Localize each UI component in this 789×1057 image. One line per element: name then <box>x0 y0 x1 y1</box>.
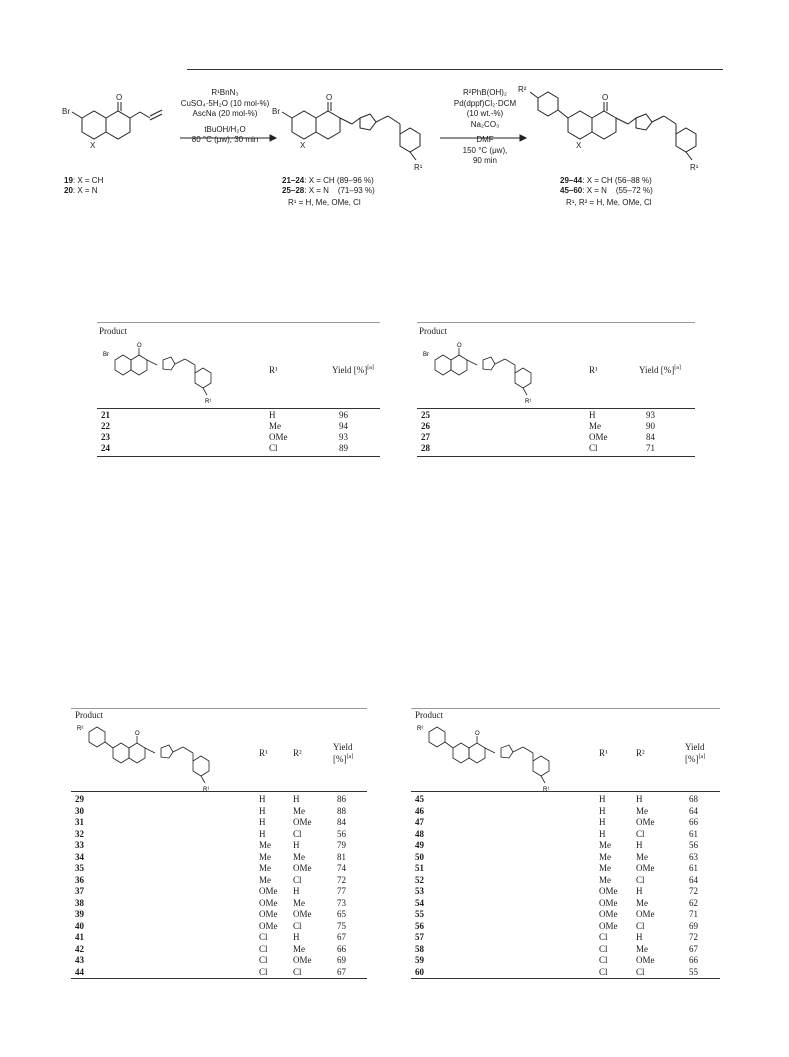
r2-value: H <box>636 886 643 896</box>
r2-value: Cl <box>293 828 302 839</box>
r2-value: Me <box>293 897 305 908</box>
compound-id: 35 <box>75 863 84 873</box>
yield-value: 79 <box>337 840 346 850</box>
compound-id: 29 <box>75 794 84 804</box>
step2-solvent: DMF <box>476 135 494 144</box>
compound-id: 40 <box>75 920 84 931</box>
intermediate-substituents: R¹ = H, Me, OMe, Cl <box>288 198 361 207</box>
yield-value: 75 <box>337 920 346 931</box>
x-label-3: X <box>576 141 582 150</box>
r2-value: OMe <box>293 955 312 965</box>
yield-value: 72 <box>337 874 346 885</box>
final-product-structure <box>530 92 696 160</box>
compound-19: 19 <box>64 176 73 185</box>
table3-yield-unit: [%] <box>333 754 347 764</box>
table-row <box>97 410 380 421</box>
yield-value: 64 <box>689 874 698 885</box>
table-row <box>71 806 367 817</box>
table-row <box>411 863 720 874</box>
table1-structure <box>101 338 251 408</box>
yield-value: 84 <box>337 817 346 827</box>
table-row <box>411 932 720 943</box>
table4-o-label: O <box>475 731 480 737</box>
compound-id: 43 <box>75 955 84 965</box>
yield-value: 61 <box>689 863 698 873</box>
step1-solvent: tBuOH/H₂O <box>204 124 246 134</box>
r2-value: OMe <box>293 909 312 919</box>
r1-value: Cl <box>259 943 268 954</box>
table4-r2-header: R² <box>636 748 645 758</box>
compound-id: 33 <box>75 840 84 850</box>
range-45-60: 45–60 <box>560 186 583 195</box>
step1-conditions <box>170 88 280 146</box>
compound-id: 45 <box>415 794 424 804</box>
r1-value: Me <box>599 874 611 885</box>
yield-value: 88 <box>337 805 346 816</box>
compound-id: 52 <box>415 874 424 885</box>
table-row <box>71 921 367 932</box>
yield-value: 93 <box>646 410 655 420</box>
table-row <box>97 443 380 454</box>
compound-id: 53 <box>415 886 424 896</box>
table-row <box>411 944 720 955</box>
table1-product-header: Product <box>99 326 127 336</box>
table2-br-label: Br <box>423 352 429 358</box>
compound-id: 26 <box>421 421 430 431</box>
compound-id: 37 <box>75 886 84 896</box>
r2-value: Me <box>293 805 305 816</box>
r1-value: H <box>259 794 266 804</box>
table-row <box>411 794 720 805</box>
starting-material-structure <box>72 102 162 139</box>
compound-id: 59 <box>415 955 424 965</box>
table-row <box>417 410 695 421</box>
table-row <box>411 921 720 932</box>
table2-structure <box>421 338 571 408</box>
compound-id: 41 <box>75 932 84 942</box>
compound-id: 23 <box>101 432 110 442</box>
r2-value: OMe <box>293 817 312 827</box>
r1-value: Me <box>599 840 611 850</box>
yield-value: 84 <box>646 432 655 442</box>
yield-value: 94 <box>339 421 348 431</box>
compound-id: 42 <box>75 943 84 954</box>
r2-value: OMe <box>636 909 655 919</box>
r1-value: OMe <box>259 920 278 931</box>
step1-reagent-azide: R¹BnN₃ <box>211 88 239 97</box>
r2-value: H <box>293 840 300 850</box>
yield-value: 71 <box>646 443 655 453</box>
compound-id: 34 <box>75 851 84 862</box>
compound-id: 48 <box>415 828 424 839</box>
r1-value: Me <box>599 863 611 873</box>
r2-value: H <box>293 794 300 804</box>
step1-temperature: 80 °C (μw), 30 min <box>191 135 259 144</box>
r1-value: Me <box>259 840 271 850</box>
r2-value: OMe <box>636 863 655 873</box>
o-label-2: O <box>326 93 333 102</box>
yield-value: 65 <box>337 909 346 919</box>
r2-value: Me <box>293 851 305 862</box>
table4-r2-label: R² <box>417 726 424 732</box>
r1-value: Me <box>259 851 271 862</box>
yield-value: 67 <box>689 943 698 954</box>
r1-value: OMe <box>259 897 278 908</box>
table-row <box>411 875 720 886</box>
table4-yield-note: [a] <box>698 754 706 760</box>
yield-value: 63 <box>689 851 698 862</box>
r1-value: OMe <box>259 886 278 896</box>
o-label-1: O <box>116 93 123 102</box>
table-row <box>71 909 367 920</box>
compound-id: 60 <box>415 966 424 977</box>
table-row <box>411 898 720 909</box>
table4-r1-label: R¹ <box>543 787 550 793</box>
table3-r1-header: R¹ <box>259 748 268 758</box>
table-row <box>97 421 380 432</box>
table-row <box>97 432 380 443</box>
table-row <box>411 806 720 817</box>
r2-value: Cl <box>636 828 645 839</box>
r1-value: OMe <box>269 432 288 442</box>
r1-value: Cl <box>259 966 268 977</box>
table1-r1-label: R¹ <box>205 399 212 405</box>
r2-value: H <box>636 840 643 850</box>
yield-value: 96 <box>339 410 348 420</box>
table3-r1-label: R¹ <box>203 787 210 793</box>
intermediate-labels <box>282 176 375 208</box>
table-row <box>417 421 695 432</box>
range-21-24: 21–24 <box>282 176 305 185</box>
r1-value: OMe <box>589 432 608 442</box>
yield-value: 89 <box>339 443 348 453</box>
r1-value: Cl <box>589 443 598 453</box>
yield-value: 55 <box>689 966 698 977</box>
r1-value: H <box>599 805 606 816</box>
compound-id: 55 <box>415 909 424 919</box>
step2-temperature: 150 °C (μw), <box>462 145 508 155</box>
r1-value: OMe <box>599 886 618 896</box>
r2-value: Cl <box>293 874 302 885</box>
r1-value: H <box>599 828 606 839</box>
starting-material-labels <box>64 176 103 196</box>
step2-conditions <box>430 88 540 167</box>
compound-id: 22 <box>101 421 110 431</box>
table-row <box>411 852 720 863</box>
r1-value: Me <box>599 851 611 862</box>
table-quinazolinone-triazoles <box>97 320 380 460</box>
table-row <box>71 955 367 966</box>
table4-r1-header: R¹ <box>599 748 608 758</box>
table3-o-label: O <box>135 731 140 737</box>
step2-reagent-loading: (10 wt.-%) <box>466 109 504 118</box>
r1-value: H <box>259 805 266 816</box>
range-45-60-text: : X = N (55–72 %) <box>582 186 653 195</box>
table-row <box>411 840 720 851</box>
r2-value: H <box>636 932 643 942</box>
compound-id: 46 <box>415 805 424 816</box>
br-label-1: Br <box>62 107 70 116</box>
compound-id: 44 <box>75 966 84 977</box>
table3-r2-label: R² <box>77 726 84 732</box>
table-row <box>71 886 367 897</box>
table-row <box>71 875 367 886</box>
yield-value: 77 <box>337 886 346 896</box>
compound-id: 27 <box>421 432 430 442</box>
table2-yield-header: Yield [%] <box>639 365 675 375</box>
table3-product-header: Product <box>75 710 103 720</box>
compound-id: 25 <box>421 410 430 420</box>
r1-value: OMe <box>259 909 278 919</box>
table-row <box>71 852 367 863</box>
table-row <box>71 817 367 828</box>
compound-id: 58 <box>415 943 424 954</box>
table4-structure <box>415 720 585 794</box>
table-row <box>71 967 367 978</box>
r1-value: Cl <box>259 932 268 942</box>
table-biaryl-quinazolinones <box>71 706 367 982</box>
step2-reagent-base: Na₂CO₃ <box>470 119 500 129</box>
table4-yield-header: Yield <box>685 742 705 752</box>
r2-value: OMe <box>636 955 655 965</box>
step2-reagent-boronic: R²PhB(OH)₂ <box>463 88 507 97</box>
table-row <box>71 863 367 874</box>
table-row <box>71 898 367 909</box>
r1-value: H <box>269 410 276 420</box>
table-row <box>71 932 367 943</box>
r2-value: Me <box>636 851 648 862</box>
yield-value: 66 <box>689 817 698 827</box>
table2-o-label: O <box>457 343 462 349</box>
yield-value: 81 <box>337 851 346 862</box>
range-25-28: 25–28 <box>282 186 305 195</box>
step2-time: 90 min <box>472 156 497 165</box>
r1-label-2: R¹ <box>414 163 423 172</box>
yield-value: 56 <box>337 828 346 839</box>
compound-id: 56 <box>415 920 424 931</box>
table-biaryl-pyridopyrimidinones <box>411 706 720 982</box>
r1-value: H <box>599 794 606 804</box>
table1-r1-header: R¹ <box>269 365 278 375</box>
compound-id: 28 <box>421 443 430 453</box>
table2-r1-header: R¹ <box>589 365 598 375</box>
yield-value: 68 <box>689 794 698 804</box>
table3-yield-note: [a] <box>346 754 354 760</box>
compound-id: 49 <box>415 840 424 850</box>
compound-id: 36 <box>75 874 84 885</box>
table3-r2-header: R² <box>293 748 302 758</box>
compound-id: 57 <box>415 932 424 942</box>
r1-value: Me <box>589 421 601 431</box>
table-row <box>417 443 695 454</box>
r1-value: Cl <box>269 443 278 453</box>
table-row <box>411 909 720 920</box>
yield-value: 73 <box>337 897 346 908</box>
compound-id: 50 <box>415 851 424 862</box>
r1-value: OMe <box>599 909 618 919</box>
table-row <box>71 840 367 851</box>
r2-value: H <box>293 886 300 896</box>
compound-20-x: : X = N <box>72 186 98 195</box>
x-label-2: X <box>300 141 306 150</box>
yield-value: 64 <box>689 805 698 816</box>
table-row <box>417 432 695 443</box>
r1-value: Cl <box>599 955 608 965</box>
table-row <box>71 944 367 955</box>
table1-yield-note: [a] <box>367 365 374 371</box>
r1-value: Me <box>259 874 271 885</box>
table-row <box>411 967 720 978</box>
table4-product-header: Product <box>415 710 443 720</box>
r1-value: OMe <box>599 897 618 908</box>
step1-reagent-ascorbate: AscNa (20 mol-%) <box>192 109 258 118</box>
x-label-1: X <box>90 141 96 150</box>
table-row <box>71 794 367 805</box>
scheme-top-rule <box>187 69 723 70</box>
r1-value: Me <box>259 863 271 873</box>
table-row <box>71 829 367 840</box>
yield-value: 93 <box>339 432 348 442</box>
range-29-44: 29–44 <box>560 176 583 185</box>
yield-value: 74 <box>337 863 346 873</box>
final-substituents: R¹, R² = H, Me, OMe, Cl <box>566 198 652 207</box>
r1-value: H <box>259 828 266 839</box>
r2-value: OMe <box>293 863 312 873</box>
r2-value: H <box>636 794 643 804</box>
yield-value: 71 <box>689 909 698 919</box>
br-label-2: Br <box>272 107 280 116</box>
r1-value: H <box>599 817 606 827</box>
step1-reagent-copper: CuSO₄·5H₂O (10 mol-%) <box>180 98 270 108</box>
r1-value: Cl <box>599 932 608 942</box>
range-29-44-text: : X = CH (56–88 %) <box>582 176 652 185</box>
compound-id: 39 <box>75 909 84 919</box>
r1-value: Cl <box>599 966 608 977</box>
compound-id: 21 <box>101 410 110 420</box>
table3-structure <box>75 720 245 794</box>
r2-value: Cl <box>636 874 645 885</box>
r2-value: Me <box>636 897 648 908</box>
table1-o-label: O <box>137 343 142 349</box>
yield-value: 72 <box>689 932 698 942</box>
yield-value: 66 <box>689 955 698 965</box>
table3-yield-header: Yield <box>333 742 353 752</box>
r1-value: OMe <box>599 920 618 931</box>
table-row <box>411 955 720 966</box>
table-row <box>411 817 720 828</box>
final-product-labels <box>560 176 653 208</box>
compound-id: 38 <box>75 897 84 908</box>
r2-value: Me <box>636 943 648 954</box>
yield-value: 66 <box>337 943 346 954</box>
table-row <box>411 829 720 840</box>
r2-value: H <box>293 932 300 942</box>
table2-yield-note: [a] <box>674 365 681 371</box>
step2-reagent-catalyst: Pd(dppf)Cl₂·DCM <box>453 98 517 108</box>
o-label-3: O <box>602 93 609 102</box>
range-21-24-text: : X = CH (89–96 %) <box>304 176 374 185</box>
r2-value: Me <box>293 943 305 954</box>
yield-value: 62 <box>689 897 698 908</box>
yield-value: 67 <box>337 932 346 942</box>
yield-value: 56 <box>689 840 698 850</box>
yield-value: 69 <box>689 920 698 931</box>
r1-value: Cl <box>599 943 608 954</box>
r1-value: H <box>589 410 596 420</box>
r2-value: OMe <box>636 817 655 827</box>
yield-value: 67 <box>337 966 346 977</box>
yield-value: 90 <box>646 421 655 431</box>
table-row <box>411 886 720 897</box>
yield-value: 72 <box>689 886 698 896</box>
table1-br-label: Br <box>103 352 109 358</box>
range-25-28-text: : X = N (71–93 %) <box>304 186 375 195</box>
table2-product-header: Product <box>419 326 447 336</box>
yield-value: 69 <box>337 955 346 965</box>
r2-value: Cl <box>636 920 645 931</box>
compound-id: 54 <box>415 897 424 908</box>
r2-label-3: R² <box>518 85 527 94</box>
compound-id: 30 <box>75 805 84 816</box>
r2-value: Cl <box>293 920 302 931</box>
yield-value: 86 <box>337 794 346 804</box>
compound-19-x: : X = CH <box>72 176 104 185</box>
compound-id: 32 <box>75 828 84 839</box>
compound-20: 20 <box>64 186 73 195</box>
intermediate-structure <box>282 102 420 160</box>
compound-id: 24 <box>101 443 110 453</box>
compound-id: 47 <box>415 817 424 827</box>
table2-r1-label: R¹ <box>525 399 532 405</box>
r2-value: Me <box>636 805 648 816</box>
r1-label-3: R¹ <box>690 163 699 172</box>
compound-id: 31 <box>75 817 84 827</box>
table-pyridopyrimidinone-triazoles <box>417 320 695 460</box>
r1-value: H <box>259 817 266 827</box>
r1-value: Me <box>269 421 281 431</box>
compound-id: 51 <box>415 863 424 873</box>
r2-value: Cl <box>293 966 302 977</box>
yield-value: 61 <box>689 828 698 839</box>
table1-yield-header: Yield [%] <box>332 365 368 375</box>
table4-yield-unit: [%] <box>685 754 699 764</box>
r1-value: Cl <box>259 955 268 965</box>
r2-value: Cl <box>636 966 645 977</box>
